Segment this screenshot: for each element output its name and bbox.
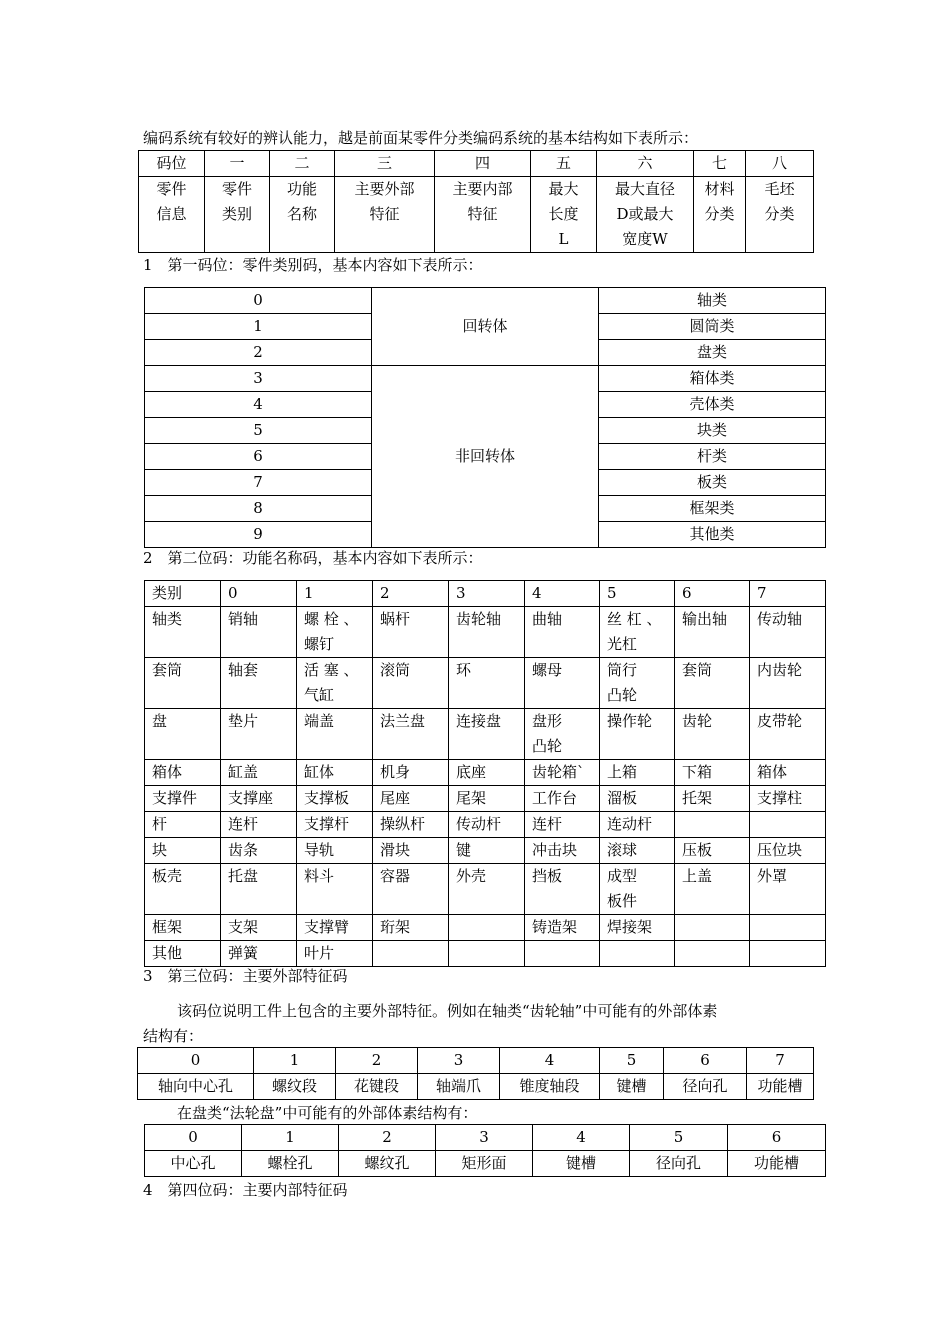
structure-table <box>138 150 814 253</box>
function-name-cell: 环 <box>449 658 525 709</box>
structure-table-header <box>139 151 814 177</box>
function-name-cell: 垫片 <box>221 709 297 760</box>
structure-table-row <box>139 177 814 253</box>
disc-intro-text: 在盘类“法轮盘”中可能有的外部体素结构有： <box>177 1104 478 1122</box>
function-name-cell <box>750 915 826 941</box>
category-type-cell: 其他类 <box>599 522 826 548</box>
shaft-code-cell: 0 <box>138 1048 254 1074</box>
structure-header-cell: 七 <box>694 151 746 177</box>
function-name-cell: 工作台 <box>525 786 600 812</box>
shaft-feature-row <box>138 1074 814 1100</box>
function-category-cell: 板壳 <box>145 864 221 915</box>
function-name-cell: 冲击块 <box>525 838 600 864</box>
category-group-rotary: 回转体 <box>372 288 599 366</box>
disc-feature-cell: 径向孔 <box>630 1151 728 1177</box>
shaft-code-cell: 2 <box>336 1048 418 1074</box>
function-name-cell <box>449 941 525 967</box>
function-name-cell <box>675 915 750 941</box>
structure-content-cell: 主要内部 特征 <box>435 177 531 253</box>
function-name-cell <box>525 941 600 967</box>
shaft-code-cell: 3 <box>418 1048 500 1074</box>
structure-content-cell: 最大直径 D或最大 宽度W <box>597 177 694 253</box>
category-code-cell: 4 <box>145 392 372 418</box>
shaft-feature-cell: 锥度轴段 <box>500 1074 600 1100</box>
function-table-row <box>145 864 826 915</box>
function-name-cell: 导轨 <box>297 838 373 864</box>
section-3-heading: 3 第三位码：主要外部特征码 <box>143 967 348 985</box>
disc-code-cell: 5 <box>630 1125 728 1151</box>
disc-feature-cell: 功能槽 <box>728 1151 826 1177</box>
function-category-cell: 块 <box>145 838 221 864</box>
function-table-row <box>145 915 826 941</box>
function-category-cell: 支撑件 <box>145 786 221 812</box>
shaft-code-cell: 4 <box>500 1048 600 1074</box>
structure-content-cell: 最大 长度 L <box>531 177 597 253</box>
function-name-cell <box>373 941 449 967</box>
function-name-cell: 操纵杆 <box>373 812 449 838</box>
structure-header-cell: 四 <box>435 151 531 177</box>
function-header-cell: 2 <box>373 581 449 607</box>
disc-feature-cell: 螺栓孔 <box>242 1151 339 1177</box>
function-table-row <box>145 658 826 709</box>
function-header-cell: 4 <box>525 581 600 607</box>
function-table-header <box>145 581 826 607</box>
function-name-cell: 丝 杠 、 光杠 <box>600 607 675 658</box>
function-name-cell: 溜板 <box>600 786 675 812</box>
function-name-cell: 齿条 <box>221 838 297 864</box>
function-table-row <box>145 607 826 658</box>
function-name-cell <box>449 915 525 941</box>
function-name-cell: 连杆 <box>525 812 600 838</box>
category-type-cell: 框架类 <box>599 496 826 522</box>
function-name-cell: 连接盘 <box>449 709 525 760</box>
shaft-feature-cell: 轴端爪 <box>418 1074 500 1100</box>
function-name-cell: 珩架 <box>373 915 449 941</box>
structure-header-cell: 码位 <box>139 151 205 177</box>
function-name-cell: 上盖 <box>675 864 750 915</box>
category-group-nonrotary: 非回转体 <box>372 366 599 548</box>
function-category-cell: 盘 <box>145 709 221 760</box>
function-table-row <box>145 812 826 838</box>
function-name-cell: 齿轮轴 <box>449 607 525 658</box>
category-code-cell: 9 <box>145 522 372 548</box>
category-type-cell: 箱体类 <box>599 366 826 392</box>
function-name-cell: 曲轴 <box>525 607 600 658</box>
disc-feature-table <box>144 1124 826 1177</box>
function-name-cell: 筒行 凸轮 <box>600 658 675 709</box>
structure-content-cell: 功能 名称 <box>270 177 335 253</box>
shaft-feature-cell: 键槽 <box>600 1074 664 1100</box>
function-name-cell: 支撑杆 <box>297 812 373 838</box>
structure-content-cell: 毛坯 分类 <box>746 177 814 253</box>
category-code-cell: 8 <box>145 496 372 522</box>
category-type-cell: 轴类 <box>599 288 826 314</box>
function-name-cell: 叶片 <box>297 941 373 967</box>
shaft-code-row <box>138 1048 814 1074</box>
function-name-cell: 铸造架 <box>525 915 600 941</box>
disc-code-cell: 6 <box>728 1125 826 1151</box>
function-name-cell <box>600 941 675 967</box>
disc-code-row <box>145 1125 826 1151</box>
structure-content-cell: 零件 信息 <box>139 177 205 253</box>
shaft-feature-cell: 螺纹段 <box>254 1074 336 1100</box>
category-code-cell: 0 <box>145 288 372 314</box>
function-header-cell: 3 <box>449 581 525 607</box>
structure-header-cell: 二 <box>270 151 335 177</box>
category-type-cell: 块类 <box>599 418 826 444</box>
function-name-cell: 齿轮箱` <box>525 760 600 786</box>
function-category-cell: 套筒 <box>145 658 221 709</box>
function-name-cell: 机身 <box>373 760 449 786</box>
category-type-cell: 壳体类 <box>599 392 826 418</box>
function-name-cell: 键 <box>449 838 525 864</box>
function-name-cell: 成型 板件 <box>600 864 675 915</box>
function-name-cell: 活 塞 、 气缸 <box>297 658 373 709</box>
category-type-cell: 板类 <box>599 470 826 496</box>
function-table-row <box>145 838 826 864</box>
function-name-cell: 传动轴 <box>750 607 826 658</box>
category-code-cell: 2 <box>145 340 372 366</box>
category-type-cell: 圆筒类 <box>599 314 826 340</box>
function-name-cell: 操作轮 <box>600 709 675 760</box>
disc-feature-cell: 螺纹孔 <box>339 1151 436 1177</box>
function-name-cell <box>675 941 750 967</box>
function-name-cell: 轴套 <box>221 658 297 709</box>
function-name-cell: 内齿轮 <box>750 658 826 709</box>
function-name-cell: 销轴 <box>221 607 297 658</box>
function-name-cell: 箱体 <box>750 760 826 786</box>
function-name-cell: 连动杆 <box>600 812 675 838</box>
function-name-cell: 缸盖 <box>221 760 297 786</box>
structure-header-cell: 八 <box>746 151 814 177</box>
function-category-cell: 箱体 <box>145 760 221 786</box>
function-name-cell: 尾座 <box>373 786 449 812</box>
function-name-cell: 托架 <box>675 786 750 812</box>
structure-header-cell: 三 <box>335 151 435 177</box>
function-header-cell: 0 <box>221 581 297 607</box>
structure-header-cell: 一 <box>205 151 270 177</box>
function-name-cell: 支撑座 <box>221 786 297 812</box>
disc-code-cell: 3 <box>436 1125 533 1151</box>
function-name-cell: 底座 <box>449 760 525 786</box>
function-category-cell: 框架 <box>145 915 221 941</box>
shaft-code-cell: 7 <box>747 1048 814 1074</box>
structure-content-cell: 零件 类别 <box>205 177 270 253</box>
disc-code-cell: 4 <box>533 1125 630 1151</box>
function-header-cell: 6 <box>675 581 750 607</box>
shaft-feature-cell: 花键段 <box>336 1074 418 1100</box>
category-row <box>145 366 826 392</box>
category-type-cell: 盘类 <box>599 340 826 366</box>
function-name-cell: 连杆 <box>221 812 297 838</box>
function-name-cell: 上箱 <box>600 760 675 786</box>
section-1-heading: 1 第一码位：零件类别码，基本内容如下表所示： <box>143 256 483 274</box>
function-header-cell: 5 <box>600 581 675 607</box>
function-name-cell: 滑块 <box>373 838 449 864</box>
category-code-cell: 5 <box>145 418 372 444</box>
function-name-cell: 螺母 <box>525 658 600 709</box>
shaft-code-cell: 5 <box>600 1048 664 1074</box>
function-category-cell: 杆 <box>145 812 221 838</box>
function-name-cell: 压位块 <box>750 838 826 864</box>
function-name-cell <box>750 941 826 967</box>
function-name-cell: 缸体 <box>297 760 373 786</box>
function-name-cell: 输出轴 <box>675 607 750 658</box>
category-code-cell: 3 <box>145 366 372 392</box>
function-name-cell: 托盘 <box>221 864 297 915</box>
function-name-cell: 外罩 <box>750 864 826 915</box>
function-name-cell: 滚球 <box>600 838 675 864</box>
shaft-feature-cell: 功能槽 <box>747 1074 814 1100</box>
category-code-cell: 1 <box>145 314 372 340</box>
shaft-feature-cell: 径向孔 <box>664 1074 747 1100</box>
disc-feature-row <box>145 1151 826 1177</box>
function-name-cell: 支撑臂 <box>297 915 373 941</box>
structure-content-cell: 材料 分类 <box>694 177 746 253</box>
function-name-cell: 套筒 <box>675 658 750 709</box>
function-name-cell <box>675 812 750 838</box>
function-name-cell: 料斗 <box>297 864 373 915</box>
structure-header-cell: 六 <box>597 151 694 177</box>
function-name-cell: 蜗杆 <box>373 607 449 658</box>
function-header-cell: 类别 <box>145 581 221 607</box>
function-name-cell: 法兰盘 <box>373 709 449 760</box>
shaft-code-cell: 1 <box>254 1048 336 1074</box>
shaft-code-cell: 6 <box>664 1048 747 1074</box>
disc-feature-cell: 键槽 <box>533 1151 630 1177</box>
function-name-cell: 端盖 <box>297 709 373 760</box>
disc-code-cell: 0 <box>145 1125 242 1151</box>
function-header-cell: 7 <box>750 581 826 607</box>
section-2-heading: 2 第二位码：功能名称码，基本内容如下表所示： <box>143 549 483 567</box>
disc-feature-cell: 矩形面 <box>436 1151 533 1177</box>
function-name-cell: 螺 栓 、 螺钉 <box>297 607 373 658</box>
category-code-cell: 6 <box>145 444 372 470</box>
category-code-cell: 7 <box>145 470 372 496</box>
function-table-row <box>145 709 826 760</box>
function-name-cell: 焊接架 <box>600 915 675 941</box>
function-name-cell: 皮带轮 <box>750 709 826 760</box>
function-name-cell <box>750 812 826 838</box>
function-name-cell: 支架 <box>221 915 297 941</box>
section-3-text-line1: 该码位说明工件上包含的主要外部特征。例如在轴类“齿轮轴”中可能有的外部体素 <box>177 1002 718 1020</box>
function-name-cell: 支撑柱 <box>750 786 826 812</box>
function-name-cell: 挡板 <box>525 864 600 915</box>
structure-content-cell: 主要外部 特征 <box>335 177 435 253</box>
function-header-cell: 1 <box>297 581 373 607</box>
category-table <box>144 287 826 548</box>
function-name-cell: 传动杆 <box>449 812 525 838</box>
function-name-cell: 外壳 <box>449 864 525 915</box>
function-name-cell: 滚筒 <box>373 658 449 709</box>
function-name-cell: 尾架 <box>449 786 525 812</box>
function-name-cell: 齿轮 <box>675 709 750 760</box>
section-4-heading: 4 第四位码：主要内部特征码 <box>143 1181 348 1199</box>
function-name-cell: 容器 <box>373 864 449 915</box>
disc-feature-cell: 中心孔 <box>145 1151 242 1177</box>
disc-code-cell: 1 <box>242 1125 339 1151</box>
category-type-cell: 杆类 <box>599 444 826 470</box>
function-name-cell: 下箱 <box>675 760 750 786</box>
shaft-feature-table <box>137 1047 814 1100</box>
function-table-row <box>145 760 826 786</box>
function-table-row <box>145 941 826 967</box>
function-table-row <box>145 786 826 812</box>
function-category-cell: 轴类 <box>145 607 221 658</box>
disc-code-cell: 2 <box>339 1125 436 1151</box>
section-3-text-line2: 结构有： <box>143 1027 204 1045</box>
function-name-cell: 支撑板 <box>297 786 373 812</box>
function-table <box>144 580 826 967</box>
function-category-cell: 其他 <box>145 941 221 967</box>
structure-header-cell: 五 <box>531 151 597 177</box>
category-row <box>145 288 826 314</box>
shaft-feature-cell: 轴向中心孔 <box>138 1074 254 1100</box>
function-name-cell: 弹簧 <box>221 941 297 967</box>
function-name-cell: 盘形 凸轮 <box>525 709 600 760</box>
function-name-cell: 压板 <box>675 838 750 864</box>
intro-text: 编码系统有较好的辨认能力，越是前面某零件分类编码系统的基本结构如下表所示： <box>143 129 699 147</box>
